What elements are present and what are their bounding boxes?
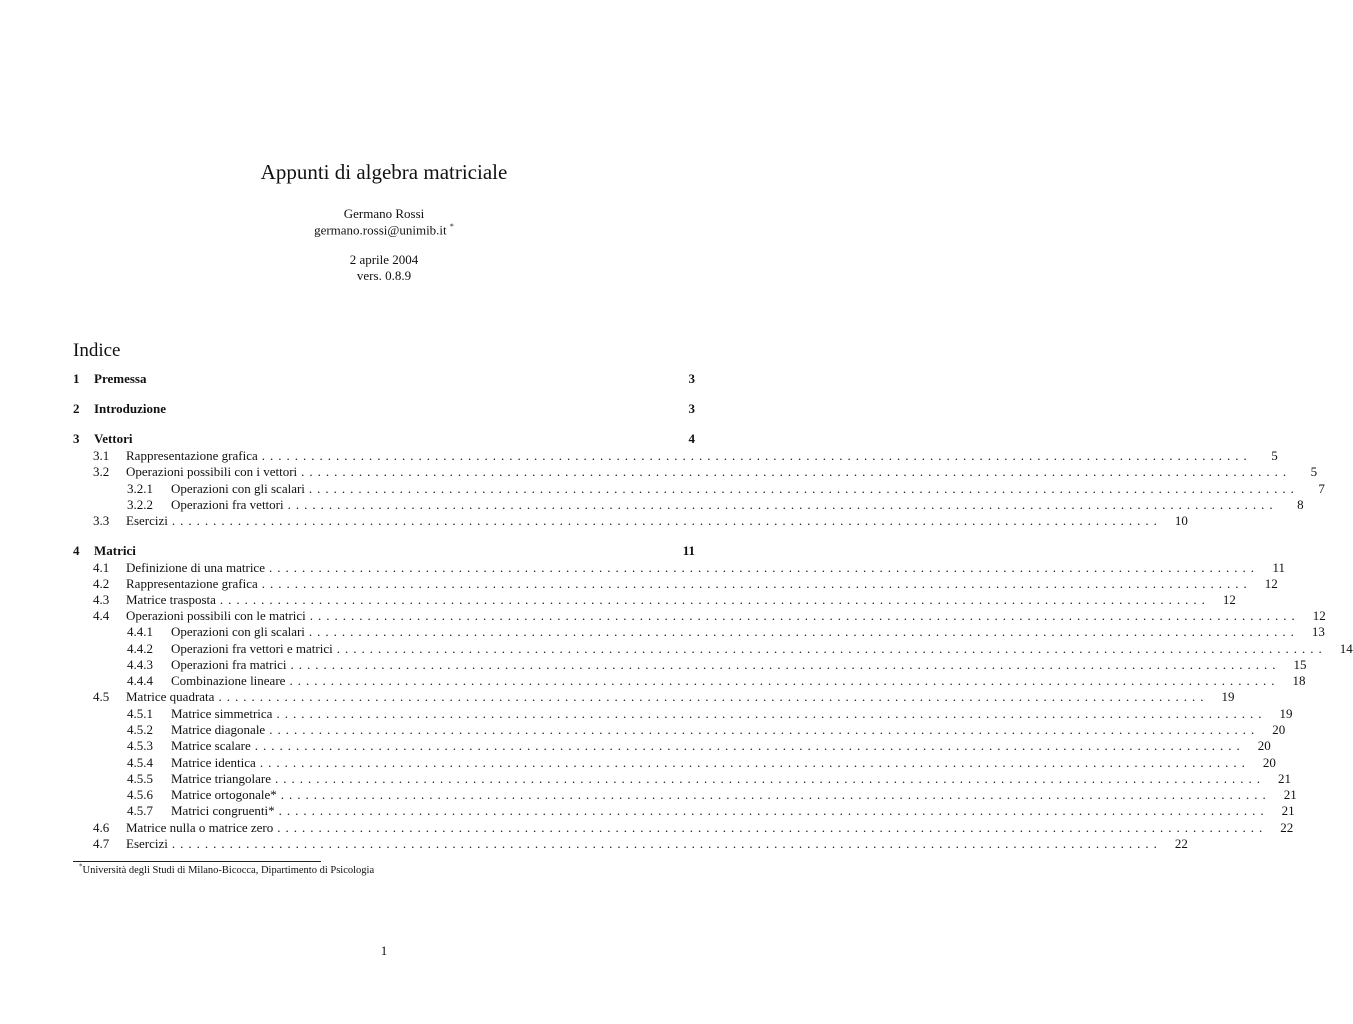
toc-leader-dots: ........................................................................................................................ <box>336 641 1327 656</box>
footnote-marker: * <box>79 862 83 871</box>
toc-leader-dots: ........................................................................................................................ <box>277 820 1268 835</box>
toc-entry-page: 4 <box>688 431 695 446</box>
toc-entry <box>73 560 1285 576</box>
toc-entry-label: Rappresentazione grafica <box>126 576 258 591</box>
footnote <box>79 862 375 876</box>
toc-heading: Indice <box>73 340 121 361</box>
toc-entry-label: Rappresentazione grafica <box>126 448 258 463</box>
toc-leader-dots: ........................................................................................................................ <box>276 706 1267 721</box>
toc-entry-label: Operazioni possibili con le matrici <box>126 608 306 623</box>
author-email-line <box>0 222 768 238</box>
author-email: germano.rossi@unimib.it <box>314 222 447 238</box>
toc-entry <box>73 401 695 417</box>
toc-leader-dots: ........................................................................................................................ <box>287 497 1278 512</box>
footnote-marker: * <box>449 222 454 231</box>
footnote-rule <box>73 861 321 862</box>
toc-entry-label: Operazioni con gli scalari <box>171 481 305 496</box>
toc-leader-dots: ........................................................................................................................ <box>308 481 1299 496</box>
toc-entry-page: 8 <box>1297 497 1304 512</box>
toc-entry-page: 15 <box>1293 657 1307 672</box>
toc-entry-label: Matrice diagonale <box>171 722 266 737</box>
document-date: 2 aprile 2004 <box>349 252 419 267</box>
toc-leader-dots: ........................................................................................................................ <box>290 657 1281 672</box>
toc-entry-number: 4.4 <box>93 608 110 623</box>
toc-entry-label: Vettori <box>94 431 133 446</box>
toc-leader-dots: ........................................................................................................................ <box>219 592 1210 607</box>
toc-entry <box>73 371 695 387</box>
toc-entry-label: Operazioni possibili con i vettori <box>126 464 298 479</box>
toc-leader-dots: ........................................................................................................................ <box>278 803 1269 818</box>
toc-entry <box>73 464 1318 480</box>
document-version: vers. 0.8.9 <box>356 268 412 283</box>
toc-leader-dots: ........................................................................................................................ <box>171 836 1162 851</box>
toc-leader-dots: ........................................................................................................................ <box>269 722 1260 737</box>
toc-entry-label: Matrice trasposta <box>126 592 216 607</box>
toc-leader-dots: ........................................................................................................................ <box>171 513 1162 528</box>
toc-entry-number: 4.4.4 <box>127 673 153 688</box>
toc-entry-number: 4.5.6 <box>127 787 153 802</box>
toc-entry-page: 19 <box>1279 706 1293 721</box>
toc-entry <box>73 787 1297 803</box>
toc-entry <box>73 592 1236 608</box>
toc-leader-dots: ........................................................................................................................ <box>301 464 1292 479</box>
toc-entry-label: Premessa <box>94 371 147 386</box>
toc-entry-page: 12 <box>1222 592 1236 607</box>
toc-entry-label: Matrice scalare <box>171 738 251 753</box>
toc-entry-number: 4.5.4 <box>127 755 153 770</box>
toc-entry-page: 7 <box>1318 481 1325 496</box>
toc-entry <box>73 836 1188 852</box>
toc-entry-number: 4.3 <box>93 592 110 607</box>
toc-entry-label: Matrice ortogonale* <box>171 787 277 802</box>
toc-leader-dots: ........................................................................................................................ <box>218 689 1209 704</box>
toc-entry-page: 20 <box>1262 755 1276 770</box>
toc-entry-page: 21 <box>1283 787 1297 802</box>
document-title: Appunti di algebra matriciale <box>260 160 508 184</box>
toc-entry <box>73 497 1304 513</box>
toc-entry-label: Operazioni fra vettori <box>171 497 284 512</box>
toc-entry-label: Matrice simmetrica <box>171 706 273 721</box>
toc-entry-label: Introduzione <box>94 401 166 416</box>
toc-entry <box>73 722 1286 738</box>
toc-entry-page: 3 <box>688 371 695 386</box>
toc-entry-label: Esercizi <box>126 513 168 528</box>
toc-entry-label: Matrice nulla o matrice zero <box>126 820 274 835</box>
toc-entry <box>73 513 1188 529</box>
toc-entry-page: 14 <box>1339 641 1353 656</box>
toc-entry-page: 5 <box>1310 464 1318 479</box>
toc-entry-page: 12 <box>1312 608 1326 623</box>
toc-entry-number: 4.2 <box>93 576 110 591</box>
toc-entry-number: 4.4.3 <box>127 657 153 672</box>
toc-entry-number: 4.5.2 <box>127 722 153 737</box>
toc-entry <box>73 771 1291 787</box>
toc-leader-dots: ........................................................................................................................ <box>259 755 1250 770</box>
toc-entry-number: 4.5.5 <box>127 771 153 786</box>
toc-entry <box>73 657 1307 673</box>
toc-entry-label: Esercizi <box>126 836 168 851</box>
toc-entry <box>73 448 1278 464</box>
toc-entry-label: Operazioni fra matrici <box>171 657 287 672</box>
toc-entry-number: 4.5.7 <box>127 803 153 818</box>
toc-entry-page: 3 <box>688 401 695 416</box>
toc-entry-number: 4.7 <box>93 836 110 851</box>
toc-entry-number: 3.2 <box>93 464 110 479</box>
toc-entry-number: 1 <box>73 371 80 386</box>
toc-entry-page: 12 <box>1264 576 1278 591</box>
toc-leader-dots: ........................................................................................................................ <box>308 624 1299 639</box>
toc-entry-number: 3.1 <box>93 448 110 463</box>
toc-entry <box>73 706 1293 722</box>
toc-entry-page: 11 <box>682 543 695 558</box>
toc-entry-label: Matrici <box>94 543 136 558</box>
toc-entry <box>73 641 1353 657</box>
toc-leader-dots: ........................................................................................................................ <box>280 787 1271 802</box>
toc-entry-number: 3.2.1 <box>127 481 153 496</box>
toc-entry-number: 3.2.2 <box>127 497 153 512</box>
toc-entry-page: 21 <box>1277 771 1291 786</box>
toc-entry <box>73 481 1325 497</box>
toc-entry-number: 4.4.1 <box>127 624 153 639</box>
toc-entry <box>73 673 1306 689</box>
toc-entry-label: Combinazione lineare <box>171 673 286 688</box>
toc-entry <box>73 820 1294 836</box>
toc-entry-page: 5 <box>1271 448 1278 463</box>
footnote-text: Università degli Studi di Milano-Bicocca, Dipartimento di Psicologia <box>82 865 375 876</box>
toc-entry-label: Definizione di una matrice <box>126 560 265 575</box>
toc-entry <box>73 738 1271 754</box>
toc-entry-number: 4.5 <box>93 689 110 704</box>
toc-entry <box>73 755 1276 771</box>
toc-entry-page: 22 <box>1174 836 1188 851</box>
author-name: Germano Rossi <box>343 206 425 221</box>
toc-entry-page: 18 <box>1292 673 1306 688</box>
toc-entry-label: Operazioni con gli scalari <box>171 624 305 639</box>
toc-entry-number: 4 <box>73 543 80 558</box>
toc-entry-number: 4.5.1 <box>127 706 153 721</box>
toc-leader-dots: ........................................................................................................................ <box>268 560 1259 575</box>
toc-entry-label: Matrice quadrata <box>126 689 215 704</box>
toc-entry-page: 13 <box>1311 624 1325 639</box>
toc-entry-number: 4.6 <box>93 820 110 835</box>
toc-entry-label: Operazioni fra vettori e matrici <box>171 641 333 656</box>
toc-entry <box>73 689 1235 705</box>
toc-entry-number: 4.5.3 <box>127 738 153 753</box>
toc-entry <box>73 543 695 559</box>
toc-entry-page: 20 <box>1272 722 1286 737</box>
toc-entry-label: Matrici congruenti* <box>171 803 275 818</box>
toc-leader-dots: ........................................................................................................................ <box>261 576 1252 591</box>
toc-entry-number: 3 <box>73 431 80 446</box>
toc-entry-page: 21 <box>1281 803 1295 818</box>
toc-entry-number: 4.4.2 <box>127 641 153 656</box>
toc-entry-page: 22 <box>1280 820 1294 835</box>
toc-entry-label: Matrice identica <box>171 755 256 770</box>
toc-entry-label: Matrice triangolare <box>171 771 271 786</box>
page-number: 1 <box>380 943 388 958</box>
toc-entry-number: 4.1 <box>93 560 110 575</box>
toc-leader-dots: ........................................................................................................................ <box>274 771 1265 786</box>
toc-entry <box>73 576 1278 592</box>
toc-entry-page: 10 <box>1174 513 1188 528</box>
toc-entry-page: 11 <box>1272 560 1285 575</box>
toc-entry-page: 20 <box>1257 738 1271 753</box>
toc-entry-number: 3.3 <box>93 513 110 528</box>
toc-entry <box>73 624 1325 640</box>
toc-entry <box>73 431 695 447</box>
toc-entry-number: 2 <box>73 401 80 416</box>
toc-leader-dots: ........................................................................................................................ <box>254 738 1245 753</box>
toc-leader-dots: ........................................................................................................................ <box>309 608 1300 623</box>
toc-leader-dots: ........................................................................................................................ <box>261 448 1252 463</box>
toc-leader-dots: ........................................................................................................................ <box>289 673 1280 688</box>
toc-entry-page: 19 <box>1221 689 1235 704</box>
toc-entry <box>73 608 1326 624</box>
toc-entry <box>73 803 1295 819</box>
